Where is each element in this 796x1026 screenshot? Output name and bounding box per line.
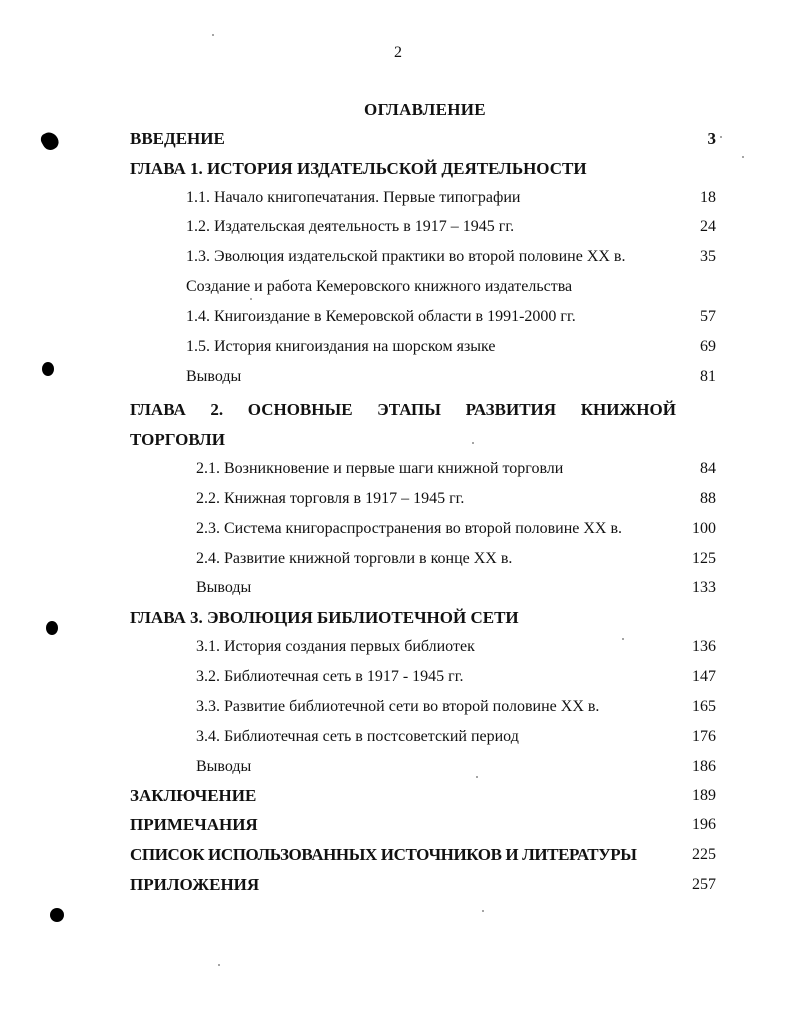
heading-word: 2. <box>210 400 224 419</box>
toc-entry-1-3-continued <box>186 276 716 298</box>
scan-speck <box>472 442 474 444</box>
toc-entry-2-2 <box>196 488 716 510</box>
toc-entry-label: Выводы <box>196 758 252 775</box>
toc-entry-page: 189 <box>692 787 716 804</box>
toc-entry-2-3 <box>196 518 716 540</box>
toc-entry-chapter-2-heading-continued <box>130 429 716 451</box>
toc-entry-label: ГЛАВА 3. ЭВОЛЮЦИЯ БИБЛИОТЕЧНОЙ СЕТИ <box>130 608 519 627</box>
toc-entry-chapter-1-conclusions <box>186 366 716 388</box>
toc-entry-page: 3 <box>707 129 716 148</box>
toc-entry-label: ПРИЛОЖЕНИЯ <box>130 875 260 894</box>
heading-word: ГЛАВА <box>130 400 186 419</box>
toc-entry-1-5 <box>186 336 716 358</box>
toc-entry-label: 3.1. История создания первых библиотек <box>196 638 475 655</box>
toc-entry-label: 2.2. Книжная торговля в 1917 – 1945 гг. <box>196 490 465 507</box>
toc-entry-label: ВВЕДЕНИЕ <box>130 129 225 148</box>
scan-speck <box>476 776 478 778</box>
toc-entry-page: 225 <box>692 846 716 863</box>
heading-word: ОСНОВНЫЕ <box>247 400 353 419</box>
toc-entry-page: 136 <box>692 638 716 655</box>
toc-entry-bibliography <box>130 844 716 866</box>
toc-entry-conclusion <box>130 785 716 807</box>
toc-entry-label: 1.4. Книгоиздание в Кемеровской области в 1991-2000 гг. <box>186 308 576 325</box>
toc-entry-label: 1.5. История книгоиздания на шорском языке <box>186 338 496 355</box>
toc-entry-3-3 <box>196 696 716 718</box>
toc-entry-appendices <box>130 874 716 896</box>
toc-entry-2-4 <box>196 548 716 570</box>
toc-entry-chapter-2-conclusions <box>196 577 716 599</box>
scan-speck <box>482 910 484 912</box>
toc-entry-page: 24 <box>700 218 716 235</box>
toc-entry-page: 133 <box>692 579 716 596</box>
toc-entry-label: ТОРГОВЛИ <box>130 430 225 449</box>
toc-entry-page: 165 <box>692 698 716 715</box>
toc-entry-label: 2.3. Система книгораспространения во второй половине XX в. <box>196 520 623 537</box>
toc-entry-chapter-3 <box>130 607 716 629</box>
toc-entry-3-4 <box>196 726 716 748</box>
page-number: 2 <box>394 44 402 61</box>
scan-mark <box>46 621 58 635</box>
toc-entry-page: 186 <box>692 758 716 775</box>
toc-entry-1-2 <box>186 216 716 238</box>
toc-entry-label: Создание и работа Кемеровского книжного издательства <box>186 278 573 295</box>
toc-entry-notes <box>130 814 716 836</box>
toc-entry-page: 125 <box>692 550 716 567</box>
toc-entry-label: 2.4. Развитие книжной торговли в конце XX в. <box>196 550 513 567</box>
toc-entry-page: 18 <box>700 189 716 206</box>
toc-entry-2-1 <box>196 458 716 480</box>
toc-entry-label: СПИСОК ИСПОЛЬЗОВАННЫХ ИСТОЧНИКОВ И ЛИТЕРАТУРЫ <box>130 845 637 864</box>
toc-entry-page: 35 <box>700 248 716 265</box>
toc-entry-chapter-2-heading <box>130 399 676 421</box>
toc-entry-label: 3.3. Развитие библиотечной сети во второй половине XX в. <box>196 698 600 715</box>
toc-entry-3-1 <box>196 636 716 658</box>
toc-entry-1-3 <box>186 246 716 268</box>
toc-entry-chapter-3-conclusions <box>196 756 716 778</box>
scan-mark <box>42 362 54 376</box>
toc-entry-page: 84 <box>700 460 716 477</box>
toc-entry-page: 81 <box>700 368 716 385</box>
toc-entry-chapter-1 <box>130 158 716 180</box>
toc-entry-3-2 <box>196 666 716 688</box>
toc-entry-introduction <box>130 128 716 150</box>
scan-speck <box>622 638 624 640</box>
toc-entry-label: 1.1. Начало книгопечатания. Первые типографии <box>186 189 521 206</box>
toc-entry-page: 57 <box>700 308 716 325</box>
toc-entry-page: 257 <box>692 876 716 893</box>
toc-entry-label: 3.2. Библиотечная сеть в 1917 - 1945 гг. <box>196 668 464 685</box>
scan-speck <box>250 298 252 300</box>
toc-entry-label: 2.1. Возникновение и первые шаги книжной торговли <box>196 460 564 477</box>
toc-entry-label: 1.3. Эволюция издательской практики во второй половине XX в. <box>186 248 626 265</box>
scan-mark <box>50 908 64 922</box>
heading-word: РАЗВИТИЯ <box>465 400 557 419</box>
toc-entry-page: 147 <box>692 668 716 685</box>
toc-title: ОГЛАВЛЕНИЕ <box>364 100 486 119</box>
toc-entry-label: Выводы <box>196 579 252 596</box>
toc-entry-label: 3.4. Библиотечная сеть в постсоветский период <box>196 728 519 745</box>
toc-entry-label: ПРИМЕЧАНИЯ <box>130 815 258 834</box>
heading-word: КНИЖНОЙ <box>580 400 676 419</box>
heading-word: ЭТАПЫ <box>377 400 441 419</box>
scan-speck <box>742 156 744 158</box>
scan-speck <box>720 136 722 138</box>
toc-entry-1-1 <box>186 187 716 209</box>
toc-entry-label: 1.2. Издательская деятельность в 1917 – 1945 гг. <box>186 218 515 235</box>
scan-mark <box>39 129 62 153</box>
toc-entry-page: 69 <box>700 338 716 355</box>
scan-speck <box>218 964 220 966</box>
toc-entry-page: 196 <box>692 816 716 833</box>
toc-entry-page: 176 <box>692 728 716 745</box>
toc-entry-label: Выводы <box>186 368 242 385</box>
toc-entry-label: ГЛАВА 1. ИСТОРИЯ ИЗДАТЕЛЬСКОЙ ДЕЯТЕЛЬНОСТИ <box>130 159 587 178</box>
toc-entry-page: 88 <box>700 490 716 507</box>
toc-entry-label: ЗАКЛЮЧЕНИЕ <box>130 786 257 805</box>
toc-entry-1-4 <box>186 306 716 328</box>
scan-speck <box>212 34 214 36</box>
toc-entry-page: 100 <box>692 520 716 537</box>
